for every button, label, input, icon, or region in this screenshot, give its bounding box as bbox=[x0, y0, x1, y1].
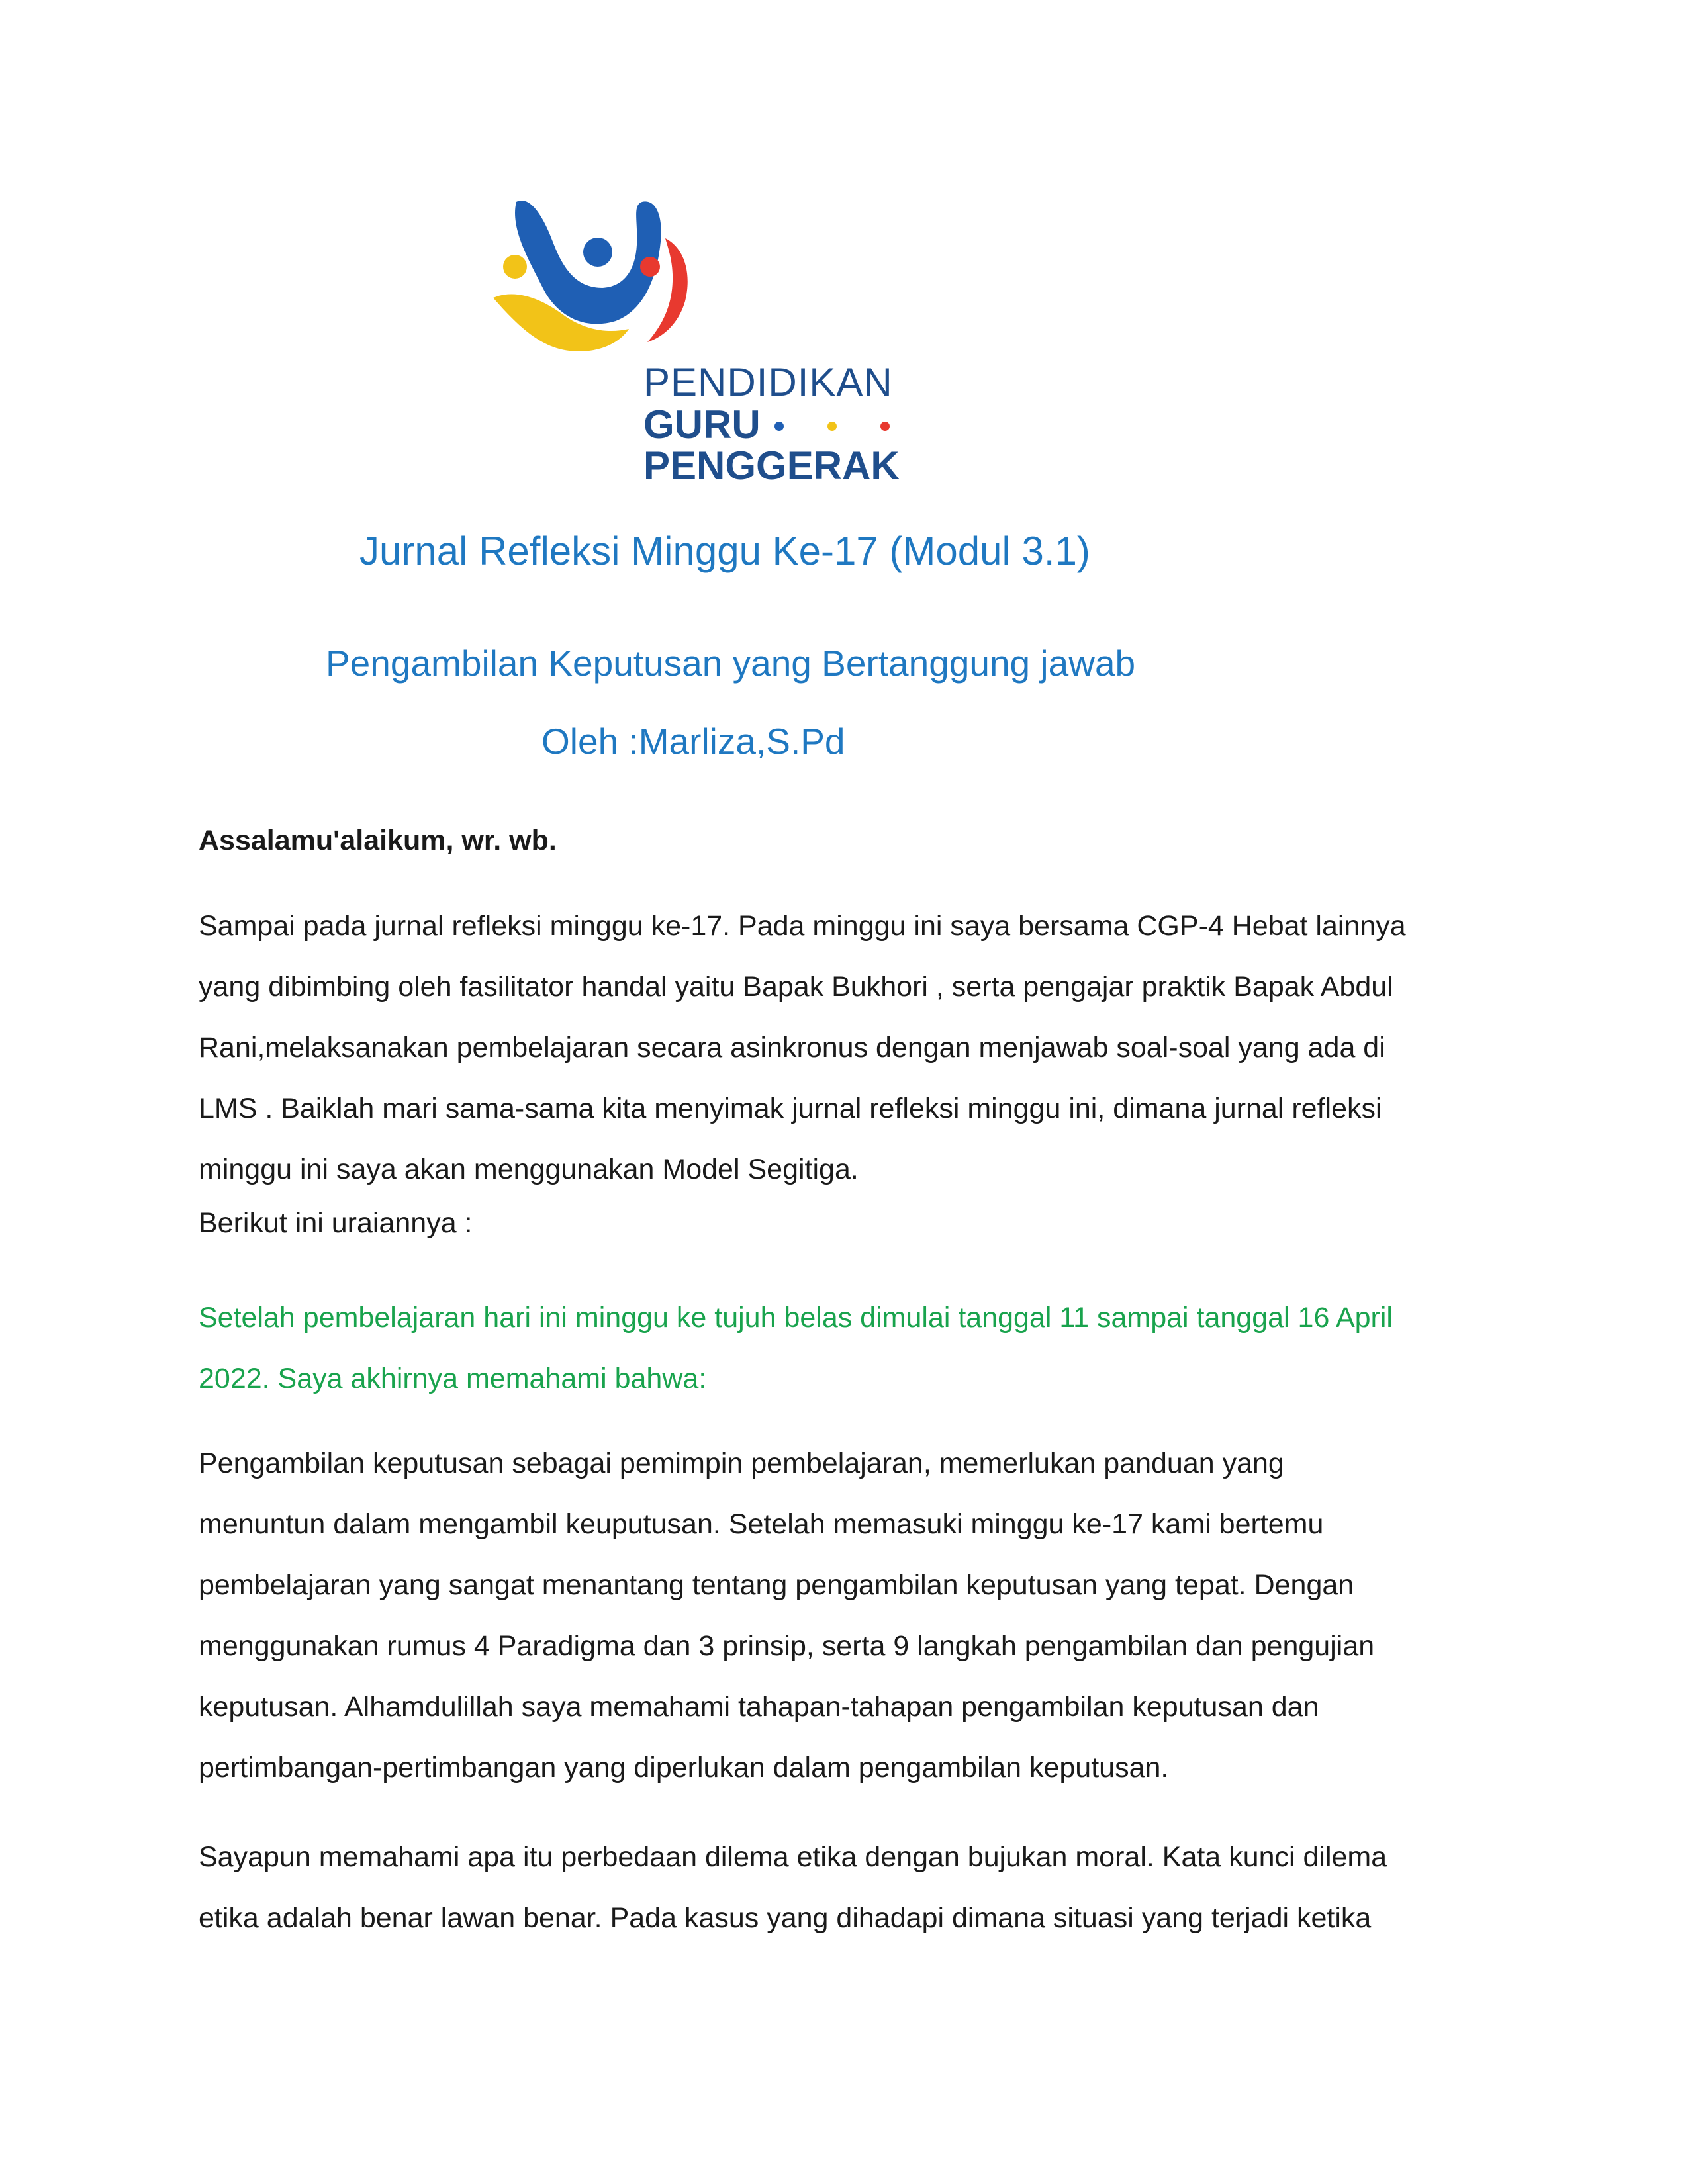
text-line: menuntun dalam mengambil keuputusan. Setelah memasuki minggu ke-17 kami bertemu bbox=[199, 1508, 1324, 1540]
text-line: LMS . Baiklah mari sama-sama kita menyimak jurnal refleksi minggu ini, dimana jurnal refleksi bbox=[199, 1093, 1382, 1124]
text-line: Pengambilan keputusan sebagai pemimpin pembelajaran, memerlukan panduan yang bbox=[199, 1447, 1284, 1479]
paragraph-decision bbox=[199, 1433, 1509, 1798]
author-line: Oleh :Marliza,S.Pd bbox=[541, 721, 845, 762]
logo-emblem-icon bbox=[490, 189, 900, 361]
text-line: Sampai pada jurnal refleksi minggu ke-17. Pada minggu ini saya bersama CGP-4 Hebat lainnya bbox=[199, 910, 1406, 942]
text-line: pertimbangan-pertimbangan yang diperlukan dalam pengambilan keputusan. bbox=[199, 1752, 1169, 1784]
text-line: Sayapun memahami apa itu perbedaan dilema etika dengan bujukan moral. Kata kunci dilema bbox=[199, 1841, 1387, 1873]
logo-text-pendidikan: PENDIDIKAN bbox=[643, 360, 893, 404]
paragraph-intro bbox=[199, 895, 1509, 1200]
text-line: Rani,melaksanakan pembelajaran secara asinkronus dengan menjawab soal-soal yang ada di bbox=[199, 1032, 1385, 1064]
logo-text-guru: GURU bbox=[643, 402, 761, 447]
paragraph-highlight bbox=[199, 1287, 1509, 1409]
page-subtitle: Pengambilan Keputusan yang Bertanggung jawab bbox=[326, 643, 1136, 684]
logo-dot-red bbox=[880, 422, 890, 431]
page-title: Jurnal Refleksi Minggu Ke-17 (Modul 3.1) bbox=[359, 529, 1090, 573]
logo-dot-blue bbox=[774, 422, 784, 431]
berikut-line: Berikut ini uraiannya : bbox=[199, 1207, 473, 1239]
text-line: 2022. Saya akhirnya memahami bahwa: bbox=[199, 1363, 707, 1394]
greeting: Assalamu'alaikum, wr. wb. bbox=[199, 825, 557, 856]
text-line: minggu ini saya akan menggunakan Model Segitiga. bbox=[199, 1154, 859, 1185]
text-line: pembelajaran yang sangat menantang tentang pengambilan keputusan yang tepat. Dengan bbox=[199, 1569, 1354, 1601]
logo-text-penggerak: PENGGERAK bbox=[643, 443, 900, 488]
text-line: etika adalah benar lawan benar. Pada kasus yang dihadapi dimana situasi yang terjadi ketika bbox=[199, 1902, 1372, 1934]
text-line: keputusan. Alhamdulillah saya memahami tahapan-tahapan pengambilan keputusan dan bbox=[199, 1691, 1319, 1723]
logo-dot-yellow bbox=[827, 422, 837, 431]
text-line: menggunakan rumus 4 Paradigma dan 3 prinsip, serta 9 langkah pengambilan dan pengujian bbox=[199, 1630, 1375, 1662]
text-line: yang dibimbing oleh fasilitator handal yaitu Bapak Bukhori , serta pengajar praktik Bapak Abdul bbox=[199, 971, 1393, 1003]
paragraph-dilema bbox=[199, 1827, 1509, 1948]
logo-dots bbox=[774, 422, 900, 435]
text-line: Setelah pembelajaran hari ini minggu ke tujuh belas dimulai tanggal 11 sampai tanggal 16 April bbox=[199, 1302, 1393, 1334]
guru-penggerak-logo bbox=[490, 189, 900, 486]
